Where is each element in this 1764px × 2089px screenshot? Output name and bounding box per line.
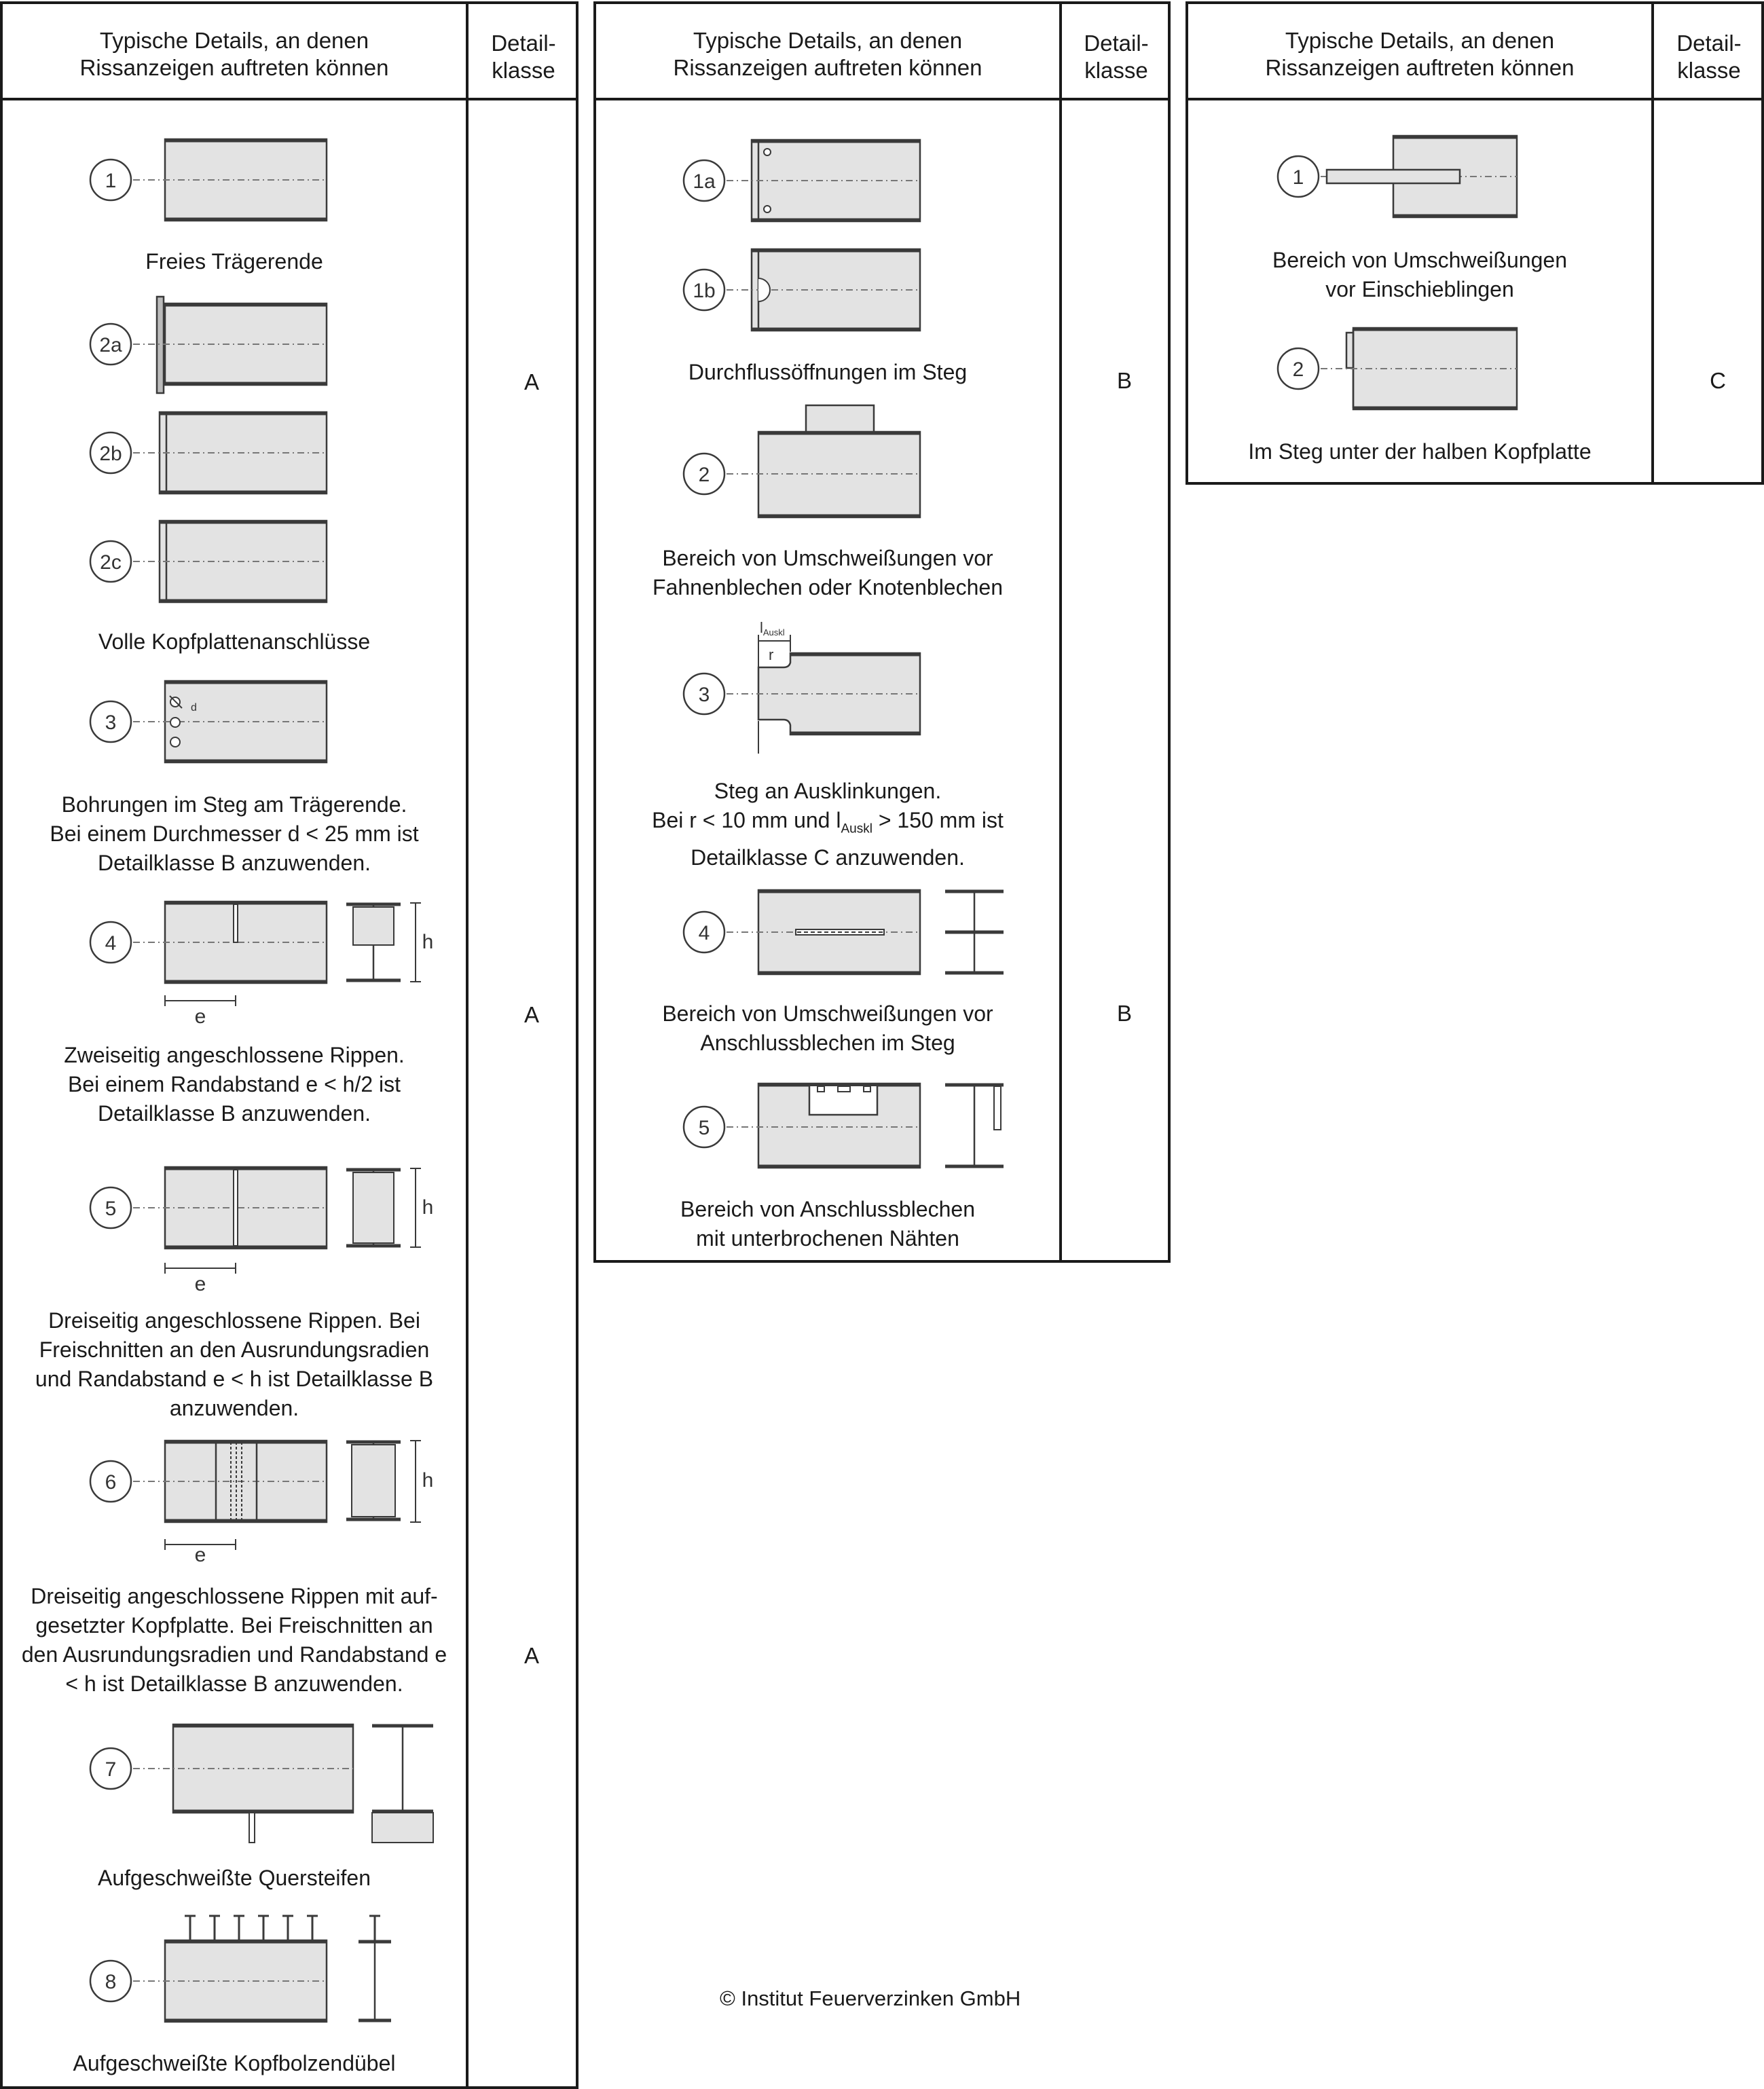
header-details-line: Rissanzeigen auftreten können: [79, 55, 389, 80]
caption-3: [596, 777, 1059, 872]
detail-4-drawing: [684, 890, 1004, 974]
detail-1a-drawing: [684, 140, 920, 221]
caption-4: [596, 999, 1059, 1058]
caption-line: Bei einem Randabstand e < h/2 ist: [67, 1072, 401, 1096]
detail-class: A: [523, 1002, 539, 1027]
header-class-line: klasse: [1677, 58, 1741, 83]
table2-drawings: [593, 0, 1172, 1263]
detail-number: 2c: [100, 551, 122, 574]
caption-line: Anschlussblechen im Steg: [700, 1031, 955, 1055]
caption-1: [3, 247, 466, 276]
header-details-line: Rissanzeigen auftreten können: [1265, 55, 1575, 80]
copyright: © Institut Feuerverzinken GmbH: [720, 1986, 1021, 2010]
caption-line: Dreiseitig angeschlossene Rippen. Bei: [48, 1308, 420, 1333]
caption-line: Im Steg unter der halben Kopfplatte: [1248, 439, 1592, 464]
caption-line: Detailklasse B anzuwenden.: [97, 1101, 371, 1126]
caption-1: [1188, 246, 1651, 304]
caption-2c: [3, 627, 466, 657]
detail-number: 6: [105, 1471, 117, 1494]
caption-line: vor Einschieblingen: [1325, 277, 1514, 301]
detail-number: 3: [105, 711, 117, 734]
caption-line: den Ausrundungsradien und Randabstand e: [21, 1642, 447, 1667]
detail-number: 4: [105, 932, 117, 955]
detail-number: 7: [105, 1758, 117, 1781]
caption-line: Detailklasse C anzuwenden.: [691, 845, 965, 870]
label-e: e: [194, 1273, 206, 1295]
detail-2c-drawing: [90, 521, 327, 602]
caption-line: [596, 806, 1059, 843]
caption-line: anzuwenden.: [169, 1396, 299, 1420]
detail-number: 2: [698, 464, 710, 486]
label-r: r: [769, 646, 774, 663]
caption-2: [1188, 437, 1651, 466]
caption-fragment: Bei r < 10 mm und l: [652, 808, 841, 832]
detail-8-drawing: [90, 1916, 391, 2022]
caption-line: Detailklasse B anzuwenden.: [97, 851, 371, 875]
detail-4-drawing: [90, 902, 433, 1028]
header-class-line: klasse: [492, 58, 555, 83]
detail-number: 4: [698, 922, 710, 944]
detail-number: 1b: [693, 280, 716, 302]
header-details-line: Rissanzeigen auftreten können: [673, 55, 982, 80]
caption-line: Aufgeschweißte Quersteifen: [98, 1866, 371, 1890]
caption-line: Dreiseitig angeschlossene Rippen mit auf-: [31, 1584, 438, 1608]
caption-2: [596, 544, 1059, 602]
label-d: d: [191, 702, 197, 714]
detail-1-drawing: [90, 139, 327, 221]
detail-number: 1: [1292, 166, 1304, 189]
caption-line: Aufgeschweißte Kopfbolzendübel: [73, 2051, 396, 2075]
detail-6-drawing: [90, 1441, 433, 1566]
caption-fragment: > 150 mm ist: [872, 808, 1004, 832]
detail-number: 2a: [99, 334, 122, 356]
caption-line: Bei einem Durchmesser d < 25 mm ist: [50, 821, 419, 846]
caption-subscript: Auskl: [841, 821, 872, 836]
caption-3: [3, 790, 466, 878]
detail-class: B: [1116, 368, 1132, 393]
detail-2a-drawing: [90, 297, 327, 393]
caption-line: Volle Kopfplattenanschlüsse: [98, 629, 371, 654]
caption-line: Bohrungen im Steg am Trägerende.: [61, 792, 407, 817]
caption-4: [3, 1041, 466, 1128]
detail-2b-drawing: [90, 412, 327, 494]
caption-line: Zweiseitig angeschlossene Rippen.: [64, 1043, 405, 1067]
caption-1b: [596, 358, 1059, 387]
caption-line: und Randabstand e < h ist Detailklasse B: [35, 1367, 434, 1391]
header-class-line: Detail-: [491, 31, 556, 56]
header-details-line: Typische Details, an denen: [99, 28, 369, 53]
label-e: e: [194, 1544, 206, 1566]
detail-number: 2: [1292, 358, 1304, 381]
caption-5: [3, 1306, 466, 1423]
detail-number: 1: [105, 170, 117, 192]
detail-class: A: [523, 1643, 539, 1668]
detail-number: 1a: [693, 170, 716, 193]
detail-5-drawing: [684, 1084, 1004, 1168]
detail-number: 2b: [99, 443, 122, 465]
detail-class: B: [1116, 1001, 1132, 1026]
caption-line: Bereich von Umschweißungen vor: [662, 546, 993, 570]
label-lauskl: lAuskl: [760, 619, 785, 637]
header-details-line: Typische Details, an denen: [1285, 28, 1555, 53]
caption-5: [596, 1195, 1059, 1253]
detail-1b-drawing: [684, 249, 920, 331]
detail-3-drawing: [90, 681, 327, 762]
header-class-line: klasse: [1084, 58, 1148, 83]
caption-line: Durchflussöffnungen im Steg: [688, 360, 968, 384]
caption-line: Freischnitten an den Ausrundungsradien: [39, 1337, 430, 1362]
label-h: h: [422, 1469, 434, 1492]
caption-line: Steg an Ausklinkungen.: [714, 779, 942, 803]
detail-7-drawing: [90, 1724, 433, 1843]
detail-class: A: [523, 369, 539, 394]
detail-5-drawing: [90, 1167, 433, 1295]
label-h: h: [422, 1196, 434, 1219]
header-class-line: Detail-: [1676, 31, 1742, 56]
detail-1-drawing: [1278, 136, 1517, 217]
detail-number: 3: [698, 684, 710, 706]
header-details-line: Typische Details, an denen: [693, 28, 963, 53]
caption-line: gesetzter Kopfplatte. Bei Freischnitten an: [35, 1613, 433, 1638]
detail-2-drawing: [1278, 328, 1517, 409]
caption-line: Bereich von Anschlussblechen: [680, 1197, 976, 1221]
label-e: e: [194, 1005, 206, 1028]
table3-drawings: [1186, 0, 1764, 485]
caption-line: Bereich von Umschweißungen: [1272, 248, 1567, 272]
header-class-line: Detail-: [1084, 31, 1149, 56]
detail-2-drawing: [684, 405, 920, 517]
detail-class: C: [1710, 368, 1726, 393]
label-h: h: [422, 931, 434, 953]
caption-line: Freies Trägerende: [145, 249, 323, 274]
detail-number: 8: [105, 1971, 117, 1993]
caption-6: [3, 1582, 466, 1699]
detail-number: 5: [105, 1198, 117, 1220]
detail-number: 5: [698, 1117, 710, 1139]
detail-3-drawing: [684, 619, 920, 754]
caption-line: mit unterbrochenen Nähten: [696, 1226, 959, 1251]
caption-7: [3, 1864, 466, 1893]
caption-line: Bereich von Umschweißungen vor: [662, 1001, 993, 1026]
caption-line: < h ist Detailklasse B anzuwenden.: [65, 1671, 403, 1696]
caption-8: [3, 2049, 466, 2078]
caption-line: Fahnenblechen oder Knotenblechen: [653, 575, 1003, 599]
